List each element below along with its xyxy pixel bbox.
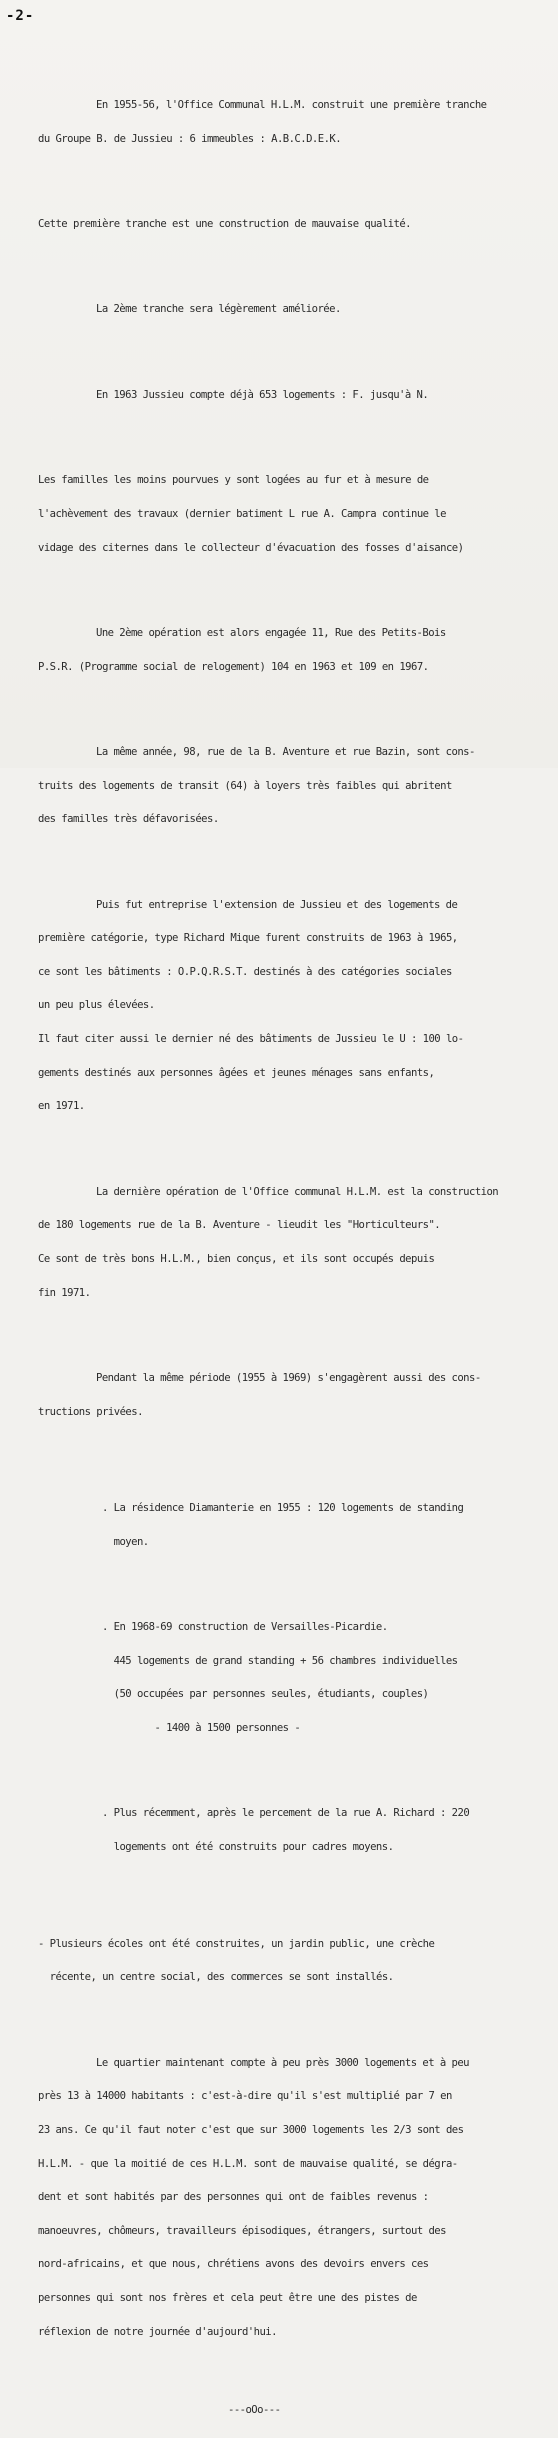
paragraph (38, 453, 548, 576)
paragraph (38, 197, 548, 253)
text-line: logements ont été construits pour cadres moyens. (102, 1841, 394, 1854)
text-line: ce sont les bâtiments : O.P.Q.R.S.T. destinés à des catégories sociales (38, 965, 452, 978)
text-line: En 1963 Jussieu compte déjà 653 logements : F. jusqu'à N. (96, 388, 429, 401)
text-line: nord-africains, et que nous, chrétiens avons des devoirs envers ces (38, 2258, 429, 2271)
bullet-item (38, 1786, 548, 1876)
text-line: 23 ans. Ce qu'il faut noter c'est que sur 3000 logements les 2/3 sont des (38, 2123, 464, 2136)
text-line: H.L.M. - que la moitié de ces H.L.M. sont de mauvaise qualité, se dégra- (38, 2157, 458, 2170)
paragraph (38, 1916, 548, 2006)
paragraph (38, 606, 548, 696)
end-mark: ---oOo--- (228, 2403, 281, 2416)
text-line: Cette première tranche est une construction de mauvaise qualité. (38, 218, 411, 231)
document-body (38, 44, 548, 2438)
text-line: 445 logements de grand standing + 56 chambres individuelles (102, 1654, 458, 1667)
text-line: des familles très défavorisées. (38, 813, 219, 826)
text-line: - 1400 à 1500 personnes - (102, 1722, 301, 1735)
paragraph (38, 1351, 548, 1441)
text-line: La dernière opération de l'Office communal H.L.M. est la construction (96, 1185, 499, 1198)
text-line: de 180 logements rue de la B. Aventure - lieudit les "Horticulteurs". (38, 1219, 441, 1232)
bullet-item (38, 1481, 548, 1571)
text-line: en 1971. (38, 1100, 85, 1113)
text-line: vidage des citernes dans le collecteur d'évacuation des fosses d'aisance) (38, 541, 464, 554)
text-line: Puis fut entreprise l'extension de Jussieu et des logements de (96, 898, 458, 911)
text-line: dent et sont habités par des personnes qui ont de faibles revenus : (38, 2191, 429, 2204)
text-line: moyen. (102, 1535, 149, 1548)
text-line: La 2ème tranche sera légèrement améliorée. (96, 303, 341, 316)
text-line: (50 occupées par personnes seules, étudiants, couples) (102, 1688, 429, 1701)
text-line: Une 2ème opération est alors engagée 11, Rue des Petits-Bois (96, 626, 446, 639)
page-number: -2- (6, 8, 35, 24)
text-line: près 13 à 14000 habitants : c'est-à-dire qu'il s'est multiplié par 7 en (38, 2090, 452, 2103)
text-line: gements destinés aux personnes âgées et jeunes ménages sans enfants, (38, 1066, 435, 1079)
paragraph (38, 725, 548, 848)
paragraph (38, 78, 548, 168)
text-line: personnes qui sont nos frères et cela peut être une des pistes de (38, 2292, 417, 2304)
text-line: du Groupe B. de Jussieu : 6 immeubles : A.B.C.D.E.K. (38, 132, 342, 145)
text-line: tructions privées. (38, 1405, 143, 1418)
paragraph (38, 282, 548, 338)
text-line: fin 1971. (38, 1286, 91, 1299)
text-line: . En 1968-69 construction de Versailles-Picardie. (102, 1621, 388, 1634)
bullet-item (38, 1600, 548, 1757)
text-line: P.S.R. (Programme social de relogement) 104 en 1963 et 109 en 1967. (38, 660, 429, 673)
text-line: l'achèvement des travaux (dernier batiment L rue A. Campra continue le (38, 507, 446, 520)
paragraph (38, 2035, 548, 2360)
text-line: Pendant la même période (1955 à 1969) s'engagèrent aussi des cons- (96, 1371, 481, 1384)
paragraph (38, 367, 548, 423)
text-line: récente, un centre social, des commerces se sont installés. (38, 1971, 394, 1984)
text-line: Les familles les moins pourvues y sont logées au fur et à mesure de (38, 474, 429, 487)
text-line: Le quartier maintenant compte à peu près 3000 logements et à peu (96, 2056, 469, 2069)
text-line: La même année, 98, rue de la B. Aventure et rue Bazin, sont cons- (96, 745, 475, 758)
paragraph (38, 877, 548, 1135)
text-line: truits des logements de transit (64) à loyers très faibles qui abritent (38, 779, 452, 792)
text-line: première catégorie, type Richard Mique furent construits de 1963 à 1965, (38, 932, 458, 945)
text-line: Il faut citer aussi le dernier né des bâtiments de Jussieu le U : 100 lo- (38, 1033, 464, 1046)
text-line: En 1955-56, l'Office Communal H.L.M. construit une première tranche (96, 99, 487, 112)
text-line: un peu plus élevées. (38, 999, 155, 1012)
text-line: réflexion de notre journée d'aujourd'hui. (38, 2325, 277, 2338)
text-line: . La résidence Diamanterie en 1955 : 120 logements de standing (102, 1502, 464, 1515)
paragraph (38, 1164, 548, 1321)
text-line: manoeuvres, chômeurs, travailleurs épisodiques, étrangers, surtout des (38, 2224, 446, 2237)
text-line: . Plus récemment, après le percement de la rue A. Richard : 220 (102, 1807, 470, 1820)
text-line: - Plusieurs écoles ont été construites, un jardin public, une crèche (38, 1937, 435, 1950)
text-line: Ce sont de très bons H.L.M., bien conçus, et ils sont occupés depuis (38, 1252, 435, 1265)
